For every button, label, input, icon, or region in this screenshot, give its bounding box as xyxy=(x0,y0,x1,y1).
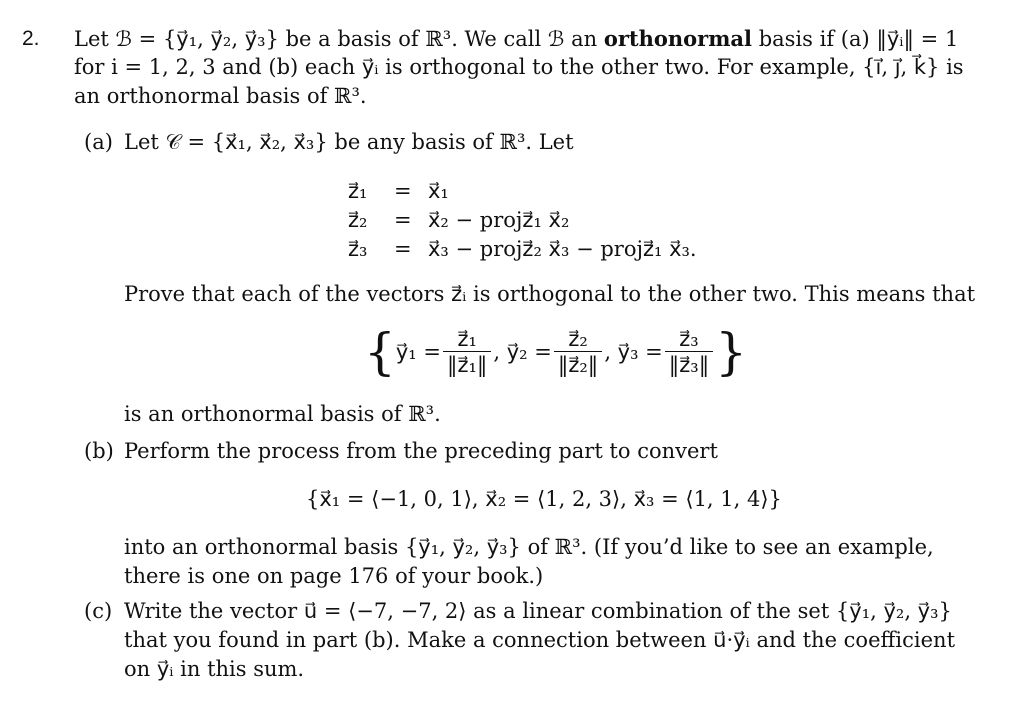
intro-line-2: for i = 1, 2, 3 and (b) each y⃗ᵢ is orthogonal to the other two. For example, {i⃗, j⃗, k⃗} is xyxy=(74,55,964,79)
intro-line-3: an orthonormal basis of ℝ³. xyxy=(74,84,367,108)
equation-rhs-3: x⃗₃ − projz⃗₂ x⃗₃ − projz⃗₁ x⃗₃. xyxy=(428,237,697,261)
equation-rhs-column xyxy=(428,177,697,264)
set-y1-label: y⃗₁ = xyxy=(395,339,441,364)
intro-bold-term: orthonormal xyxy=(603,26,753,51)
part-a-prove-line: Prove that each of the vectors z⃗ᵢ is orthogonal to the other two. This means that xyxy=(124,282,976,306)
equation-eq-3: = xyxy=(394,237,412,261)
equation-rhs-2: x⃗₂ − projz⃗₁ x⃗₂ xyxy=(428,208,570,232)
part-a-label: (a) xyxy=(84,130,113,154)
fraction-1 xyxy=(443,327,491,378)
part-c-line-1: Write the vector u⃗ = ⟨−7, −7, 2⟩ as a linear combination of the set {y⃗₁, y⃗₂, y⃗₃} xyxy=(124,599,952,623)
set-y3-label: , y⃗₃ = xyxy=(604,339,663,364)
left-brace: { xyxy=(364,323,396,381)
part-b-line-1: Perform the process from the preceding part to convert xyxy=(124,439,718,463)
fraction-1-denominator: ‖z⃗₁‖ xyxy=(443,351,491,378)
equation-rhs-1: x⃗₁ xyxy=(428,179,449,203)
part-b-label: (b) xyxy=(84,439,114,463)
fraction-3-numerator: z⃗₃ xyxy=(679,326,699,351)
part-c-label: (c) xyxy=(84,599,113,623)
set-y2-label: , y⃗₂ = xyxy=(493,339,552,364)
fraction-1-numerator: z⃗₁ xyxy=(457,326,477,351)
part-b-basis-set: {x⃗₁ = ⟨−1, 0, 1⟩, x⃗₂ = ⟨1, 2, 3⟩, x⃗₃ = ⟨1, 1, 4⟩} xyxy=(306,487,782,511)
intro-line-1 xyxy=(74,24,958,54)
part-c-line-2: that you found in part (b). Make a connection between u⃗·y⃗ᵢ and the coefficient xyxy=(124,628,956,652)
problem-number: 2. xyxy=(22,27,40,50)
equation-lhs-column xyxy=(348,177,367,264)
part-a-conclusion: is an orthonormal basis of ℝ³. xyxy=(124,402,441,426)
part-a-line-1: Let 𝒞 = {x⃗₁, x⃗₂, x⃗₃} be any basis of ℝ³. Let xyxy=(124,130,574,154)
part-b-line-2: into an orthonormal basis {y⃗₁, y⃗₂, y⃗₃} of ℝ³. (If you’d like to see an example, xyxy=(124,535,934,559)
equation-eq-column xyxy=(394,177,412,264)
equation-eq-2: = xyxy=(394,208,412,232)
intro-line-1-post: basis if (a) ‖y⃗ᵢ‖ = 1 xyxy=(752,27,959,51)
part-c-line-3: on y⃗ᵢ in this sum. xyxy=(124,657,305,681)
right-brace: } xyxy=(715,323,748,381)
equation-eq-1: = xyxy=(394,179,412,203)
orthonormal-set-formula xyxy=(364,322,747,382)
equation-lhs-3: z⃗₃ xyxy=(348,237,368,261)
fraction-2 xyxy=(554,327,602,378)
intro-line-1-pre: Let ℬ = {y⃗₁, y⃗₂, y⃗₃} be a basis of ℝ³. We call ℬ an xyxy=(74,27,604,51)
fraction-3 xyxy=(665,327,713,378)
fraction-2-denominator: ‖z⃗₂‖ xyxy=(554,351,602,378)
fraction-2-numerator: z⃗₂ xyxy=(568,326,588,351)
fraction-3-denominator: ‖z⃗₃‖ xyxy=(665,351,713,378)
equation-lhs-2: z⃗₂ xyxy=(348,208,368,232)
part-b-line-3: there is one on page 176 of your book.) xyxy=(124,564,544,588)
equation-lhs-1: z⃗₁ xyxy=(348,179,368,203)
